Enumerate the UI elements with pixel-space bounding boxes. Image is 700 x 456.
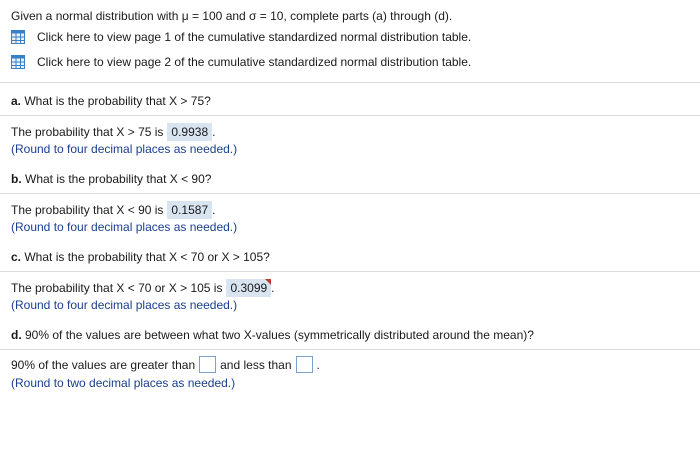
question-text: What is the probability that X < 90? xyxy=(21,172,212,186)
answer-row-a xyxy=(11,123,215,141)
question-text: What is the probability that X > 75? xyxy=(21,94,211,108)
answer-middle: and less than xyxy=(220,357,292,372)
table-icon xyxy=(11,30,25,44)
question-label: d. xyxy=(11,328,22,342)
problem-intro: Given a normal distribution with μ = 100 and σ = 10, complete parts (a) through (d). xyxy=(11,9,453,23)
answer-row-b xyxy=(11,201,215,219)
answer-row-d xyxy=(11,356,320,373)
answer-prefix: The probability that X < 90 is xyxy=(11,203,164,217)
question-text: 90% of the values are between what two X-values (symmetrically distributed around the mean)? xyxy=(21,328,534,342)
section-divider xyxy=(0,193,700,194)
question-label: c. xyxy=(11,250,22,264)
question-d xyxy=(11,328,534,342)
answer-prefix: 90% of the values are greater than xyxy=(11,357,196,372)
answer-value-a[interactable]: 0.9938 xyxy=(167,123,212,141)
answer-suffix: . xyxy=(212,125,216,139)
answer-prefix: The probability that X < 70 or X > 105 is xyxy=(11,281,223,295)
answer-suffix: . xyxy=(271,281,275,295)
table-link-page-2[interactable] xyxy=(11,55,471,69)
answer-row-c xyxy=(11,279,275,297)
table-link-label[interactable]: Click here to view page 1 of the cumulative standardized normal distribution table. xyxy=(37,30,472,44)
section-divider xyxy=(0,271,700,272)
question-label: b. xyxy=(11,172,22,186)
question-label: a. xyxy=(11,94,22,108)
section-divider xyxy=(0,82,700,83)
question-c xyxy=(11,250,270,264)
rounding-hint: (Round to four decimal places as needed.) xyxy=(11,142,238,156)
section-divider xyxy=(0,115,700,116)
answer-prefix: The probability that X > 75 is xyxy=(11,125,164,139)
rounding-hint: (Round to four decimal places as needed.) xyxy=(11,220,238,234)
table-link-label[interactable]: Click here to view page 2 of the cumulative standardized normal distribution table. xyxy=(37,55,472,69)
rounding-hint: (Round to two decimal places as needed.) xyxy=(11,376,236,390)
answer-suffix: . xyxy=(212,203,216,217)
question-b xyxy=(11,172,211,186)
question-text: What is the probability that X < 70 or X > 105? xyxy=(21,250,270,264)
table-link-page-1[interactable] xyxy=(11,30,471,44)
section-divider xyxy=(0,349,700,350)
rounding-hint: (Round to four decimal places as needed.) xyxy=(11,298,238,312)
table-icon xyxy=(11,55,25,69)
upper-bound-input[interactable] xyxy=(296,356,313,373)
answer-value-c[interactable]: 0.3099 xyxy=(226,279,271,297)
question-a xyxy=(11,94,211,108)
lower-bound-input[interactable] xyxy=(199,356,216,373)
answer-suffix: . xyxy=(316,357,320,372)
answer-value-b[interactable]: 0.1587 xyxy=(167,201,212,219)
